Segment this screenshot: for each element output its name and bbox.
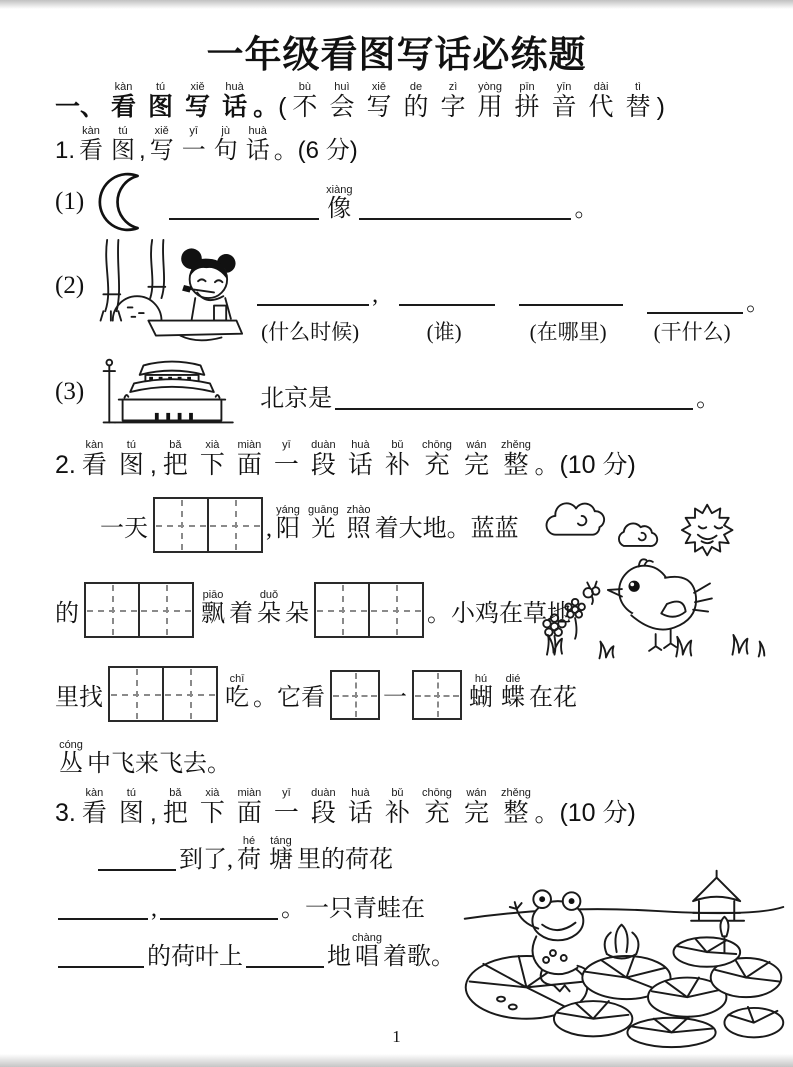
hanzi-with-pinyin: 会huì [329,81,355,121]
hanzi-with-pinyin: 一yī [273,439,299,480]
hanzi-with-pinyin: 充chōng [421,439,452,480]
hanzi-with-pinyin: 一yī [273,787,299,828]
text-run: ) [656,93,665,121]
text-run: 。 [696,386,721,413]
text-run: 着 [229,600,253,627]
hanzi-with-pinyin: 朵duǒ [257,588,281,627]
hanzi-with-pinyin: 看kàn [81,439,107,480]
hanzi-with-pinyin: 图tú [148,81,174,121]
writing-grid-cell [153,497,209,553]
hanzi-with-pinyin: 写xiě [149,124,174,164]
hanzi-with-pinyin: 飘piāo [201,588,225,627]
hanzi-with-pinyin: 下xià [199,439,225,480]
text-run: 1. [55,136,76,164]
blank-row [644,282,771,317]
hanzi-with-pinyin: 话huà [245,124,270,164]
text-run: 北京是 [260,386,333,413]
hanzi-with-pinyin: 段duàn [310,439,336,480]
text-run: 的荷叶上 [147,944,243,971]
punctuation: 。 [746,290,771,317]
writing-grid-cell [412,670,462,720]
fill-in-blank [58,898,148,920]
hanzi-with-pinyin: 阳yáng [276,504,300,543]
fill-in-blank [647,292,743,314]
text-run: 。(6 分) [273,136,358,164]
hanzi-with-pinyin: 塘táng [269,835,293,874]
writing-grid [153,497,261,561]
page-title: 一年级看图写话必练题 [206,34,587,75]
hanzi-with-pinyin: 蝶dié [501,673,525,712]
hanzi-with-pinyin: 光guāng [308,504,339,543]
hint-label: (在哪里) [529,320,607,345]
hanzi-with-pinyin: 用yòng [477,81,503,121]
writing-grid [412,670,460,728]
text-run: 里的荷花 [297,847,393,874]
scan-edge-top [0,0,793,9]
writing-grid-cell [108,666,164,722]
hint-label: (干什么) [653,320,731,345]
text-run: 在花 [529,685,577,712]
item-2 [55,238,793,346]
hanzi-with-pinyin: 吃chī [225,673,249,712]
item-3-label: (3) [55,378,85,406]
hanzi-with-pinyin: 图tú [118,439,144,480]
chick-illustration [533,486,783,664]
writing-grid-cell [138,582,194,638]
fill-in-blank [169,198,319,220]
hanzi-with-pinyin: 不bù [292,81,318,121]
text-run: 到了, [179,847,233,874]
hanzi-with-pinyin: 看kàn [111,81,137,121]
item-1-label: (1) [55,188,85,216]
hanzi-with-pinyin: 段duàn [310,787,336,828]
fill-in-blank [257,284,369,306]
section3-body [55,832,785,1022]
hanzi-with-pinyin: 完wán [463,439,489,480]
text-run: 着大地。蓝蓝 [374,516,519,543]
writing-grid-cell [207,497,263,553]
text-run: 3. [55,799,76,828]
hanzi-with-pinyin: 的de [403,81,429,121]
text-run: 一 [383,685,407,712]
hanzi-with-pinyin: 荷hé [237,835,261,874]
writing-grid-cell [314,582,370,638]
fill-in-blank [335,388,693,410]
text-run: 2. [55,451,76,480]
text-run: 。 [574,196,599,223]
section1-heading [55,78,793,122]
text-run: , [139,136,146,164]
writing-grid [84,582,192,646]
hanzi-with-pinyin: 把bǎ [162,439,188,480]
fill-in-blank [160,898,278,920]
fill-in-blank [359,198,571,220]
fill-in-blank [58,946,144,968]
fill-in-blank [519,284,623,306]
hanzi-with-pinyin: 拼pīn [514,81,540,121]
hanzi-with-pinyin: 面miàn [236,787,262,828]
blank-row [396,282,498,312]
item-1-line [166,181,598,224]
blank-row [516,282,626,312]
hanzi-with-pinyin: 话huà [347,787,373,828]
hanzi-with-pinyin: 补bǔ [384,439,410,480]
text-run: 中飞来飞去。 [87,750,231,777]
text-run: 。(10 分) [534,799,636,828]
hanzi-with-pinyin: 补bǔ [384,787,410,828]
hanzi-with-pinyin: 丛cóng [59,738,83,777]
hanzi-with-pinyin: 把bǎ [162,787,188,828]
blank-with-hint [396,282,498,346]
section3-heading [55,784,793,828]
hanzi-with-pinyin: 句jù [213,124,238,164]
hanzi-with-pinyin: 整zhěng [500,439,531,480]
blank-with-hint [644,282,770,346]
hanzi-with-pinyin: 一yī [181,124,206,164]
writing-grid [314,582,422,646]
moon-illustration [98,170,152,234]
hanzi-with-pinyin: 音yīn [551,81,577,121]
hint-label: (谁) [426,320,462,345]
item-2-label: (2) [55,272,85,300]
hanzi-with-pinyin: 图tú [118,787,144,828]
text-run: 着歌。 [383,944,455,971]
text-run: 。一只青蛙在 [281,895,425,922]
blank-with-hint [254,282,378,346]
text-run: ( [278,93,287,121]
hanzi-with-pinyin: 蝴hú [469,673,493,712]
item-2-blanks [254,282,770,346]
text-run: 朵 [285,600,309,627]
girl-brushing-teeth-illustration [94,238,244,346]
hanzi-with-pinyin: 图tú [111,124,136,164]
writing-grid-cell [368,582,424,638]
item-1 [55,170,793,234]
hanzi-with-pinyin: 话huà [347,439,373,480]
item-3-line [260,371,720,414]
hanzi-with-pinyin: 下xià [199,787,225,828]
blank-row [254,282,378,312]
s2-line-4 [55,736,785,779]
section2-body [55,482,785,778]
hanzi-with-pinyin: 完wán [463,787,489,828]
hanzi-with-pinyin: 面miàn [236,439,262,480]
fill-in-blank [98,849,176,871]
text-run: 。小鸡在草地 [427,600,571,627]
frog-pond-illustration [459,858,789,1054]
hanzi-with-pinyin: 字zì [440,81,466,121]
fill-in-blank [246,946,324,968]
hanzi-with-pinyin: 整zhěng [500,787,531,828]
text-run: 。 [253,93,279,121]
fill-in-blank [399,284,495,306]
text-run: , [149,799,157,828]
text-run: 的 [55,600,79,627]
hanzi-with-pinyin: 替tì [625,81,651,121]
tiananmen-illustration [96,354,248,430]
punctuation: , [372,282,379,309]
writing-grid-cell [84,582,140,638]
hanzi-with-pinyin: 照zhào [346,504,371,543]
writing-grid [108,666,216,730]
hanzi-with-pinyin: 话huà [222,81,248,121]
hanzi-with-pinyin: 代dài [588,81,614,121]
text-run: , [149,451,157,480]
text-run: 一、 [55,93,106,121]
text-run: , [151,895,157,922]
hanzi-with-pinyin: 唱chàng [352,932,382,971]
text-run: 。它看 [253,685,325,712]
section2-heading [55,436,793,480]
hanzi-with-pinyin: 像xiàng [326,184,353,223]
item-3 [55,354,793,430]
hanzi-with-pinyin: 看kàn [81,787,107,828]
text-run: 。(10 分) [534,451,636,480]
hanzi-with-pinyin: 充chōng [421,787,452,828]
text-run: 一天 [100,516,148,543]
scan-edge-bottom [0,1054,793,1067]
exercise1-instruction [55,122,793,165]
writing-grid-cell [330,670,380,720]
hanzi-with-pinyin: 写xiě [366,81,392,121]
text-run: 里找 [55,685,103,712]
text-run: , [266,516,272,543]
writing-grid-cell [162,666,218,722]
text-run: 地 [327,944,351,971]
hanzi-with-pinyin: 看kàn [79,124,104,164]
blank-with-hint [516,282,626,346]
hanzi-with-pinyin: 写xiě [185,81,211,121]
page-number: 1 [392,1027,401,1046]
hint-label: (什么时候) [261,320,360,345]
writing-grid [330,670,378,728]
